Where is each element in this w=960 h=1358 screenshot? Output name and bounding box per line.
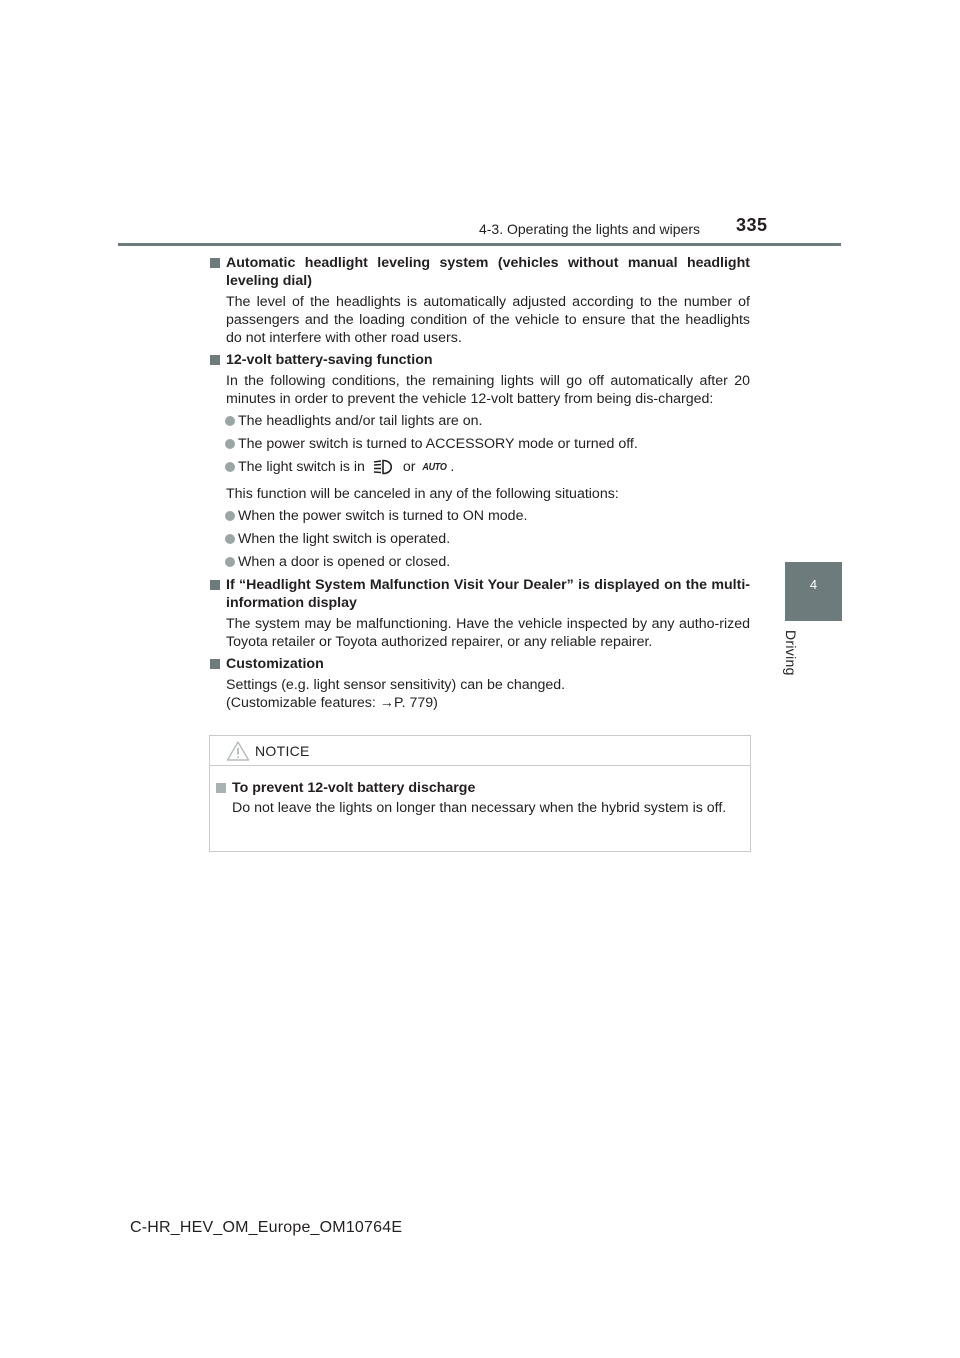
battery-saving-intro: In the following conditions, the remaining lights will go off automatically after 20 minutes in order to prevent the vehicle 12-volt battery from being dis-charged: — [226, 373, 750, 407]
round-bullet-icon — [225, 534, 235, 544]
header-divider — [118, 243, 841, 246]
round-bullet-icon — [225, 416, 235, 426]
list-item: When the light switch is operated. — [210, 530, 750, 548]
list-item: When the power switch is turned to ON mode. — [210, 507, 750, 525]
notice-box — [209, 735, 751, 852]
round-bullet-icon — [225, 439, 235, 449]
chapter-label — [781, 630, 811, 690]
warning-triangle-icon — [226, 740, 250, 767]
square-bullet-icon — [216, 783, 226, 793]
customization-text: Settings (e.g. light sensor sensitivity) can be changed. — [226, 677, 566, 693]
notice-heading: To prevent 12-volt battery discharge — [216, 779, 740, 797]
malfunction-text: The system may be malfunctioning. Have the vehicle inspected by any autho-rized Toyota retailer or Toyota authorized repairer, or any reliable repairer. — [226, 616, 750, 650]
auto-icon: AUTO — [422, 462, 448, 473]
auto-leveling-text: The level of the headlights is automatically adjusted according to the number of passengers and the loading condition of the vehicle to ensure that the headlights do not interfere with other road users. — [226, 294, 750, 346]
cancel-intro: This function will be canceled in any of the following situations: — [226, 486, 619, 502]
square-bullet-icon — [210, 355, 220, 365]
malfunction-heading: If “Headlight System Malfunction Visit Your Dealer” is displayed on the multi-information display — [210, 576, 750, 612]
list-item: The light switch is in or AUTO . — [210, 458, 750, 480]
customization-heading: Customization — [210, 655, 750, 673]
battery-saving-heading: 12-volt battery-saving function — [210, 351, 750, 369]
chapter-label-text: Driving — [783, 630, 799, 676]
section-title: 4-3. Operating the lights and wipers — [478, 221, 700, 237]
notice-label: NOTICE — [255, 743, 310, 759]
round-bullet-icon — [225, 462, 235, 472]
auto-leveling-heading: Automatic headlight leveling system (vehicles without manual headlight leveling dial) — [210, 254, 750, 290]
list-item: The power switch is turned to ACCESSORY mode or turned off. — [210, 435, 750, 453]
page-number: 335 — [736, 215, 768, 235]
square-bullet-icon — [210, 258, 220, 268]
square-bullet-icon — [210, 580, 220, 590]
manual-code: C-HR_HEV_OM_Europe_OM10764E — [130, 1219, 403, 1236]
chapter-number: 4 — [809, 577, 818, 592]
notice-text: Do not leave the lights on longer than necessary when the hybrid system is off. — [232, 800, 727, 816]
square-bullet-icon — [210, 659, 220, 669]
list-item: When a door is opened or closed. — [210, 553, 750, 571]
chapter-tab[interactable] — [785, 562, 842, 621]
notice-header — [210, 736, 750, 766]
round-bullet-icon — [225, 511, 235, 521]
customization-reference[interactable]: (Customizable features: →P. 779) — [226, 695, 438, 711]
page-content — [210, 254, 750, 716]
round-bullet-icon — [225, 557, 235, 567]
list-item: The headlights and/or tail lights are on. — [210, 412, 750, 430]
headlight-icon — [373, 459, 395, 480]
notice-body — [210, 766, 750, 817]
